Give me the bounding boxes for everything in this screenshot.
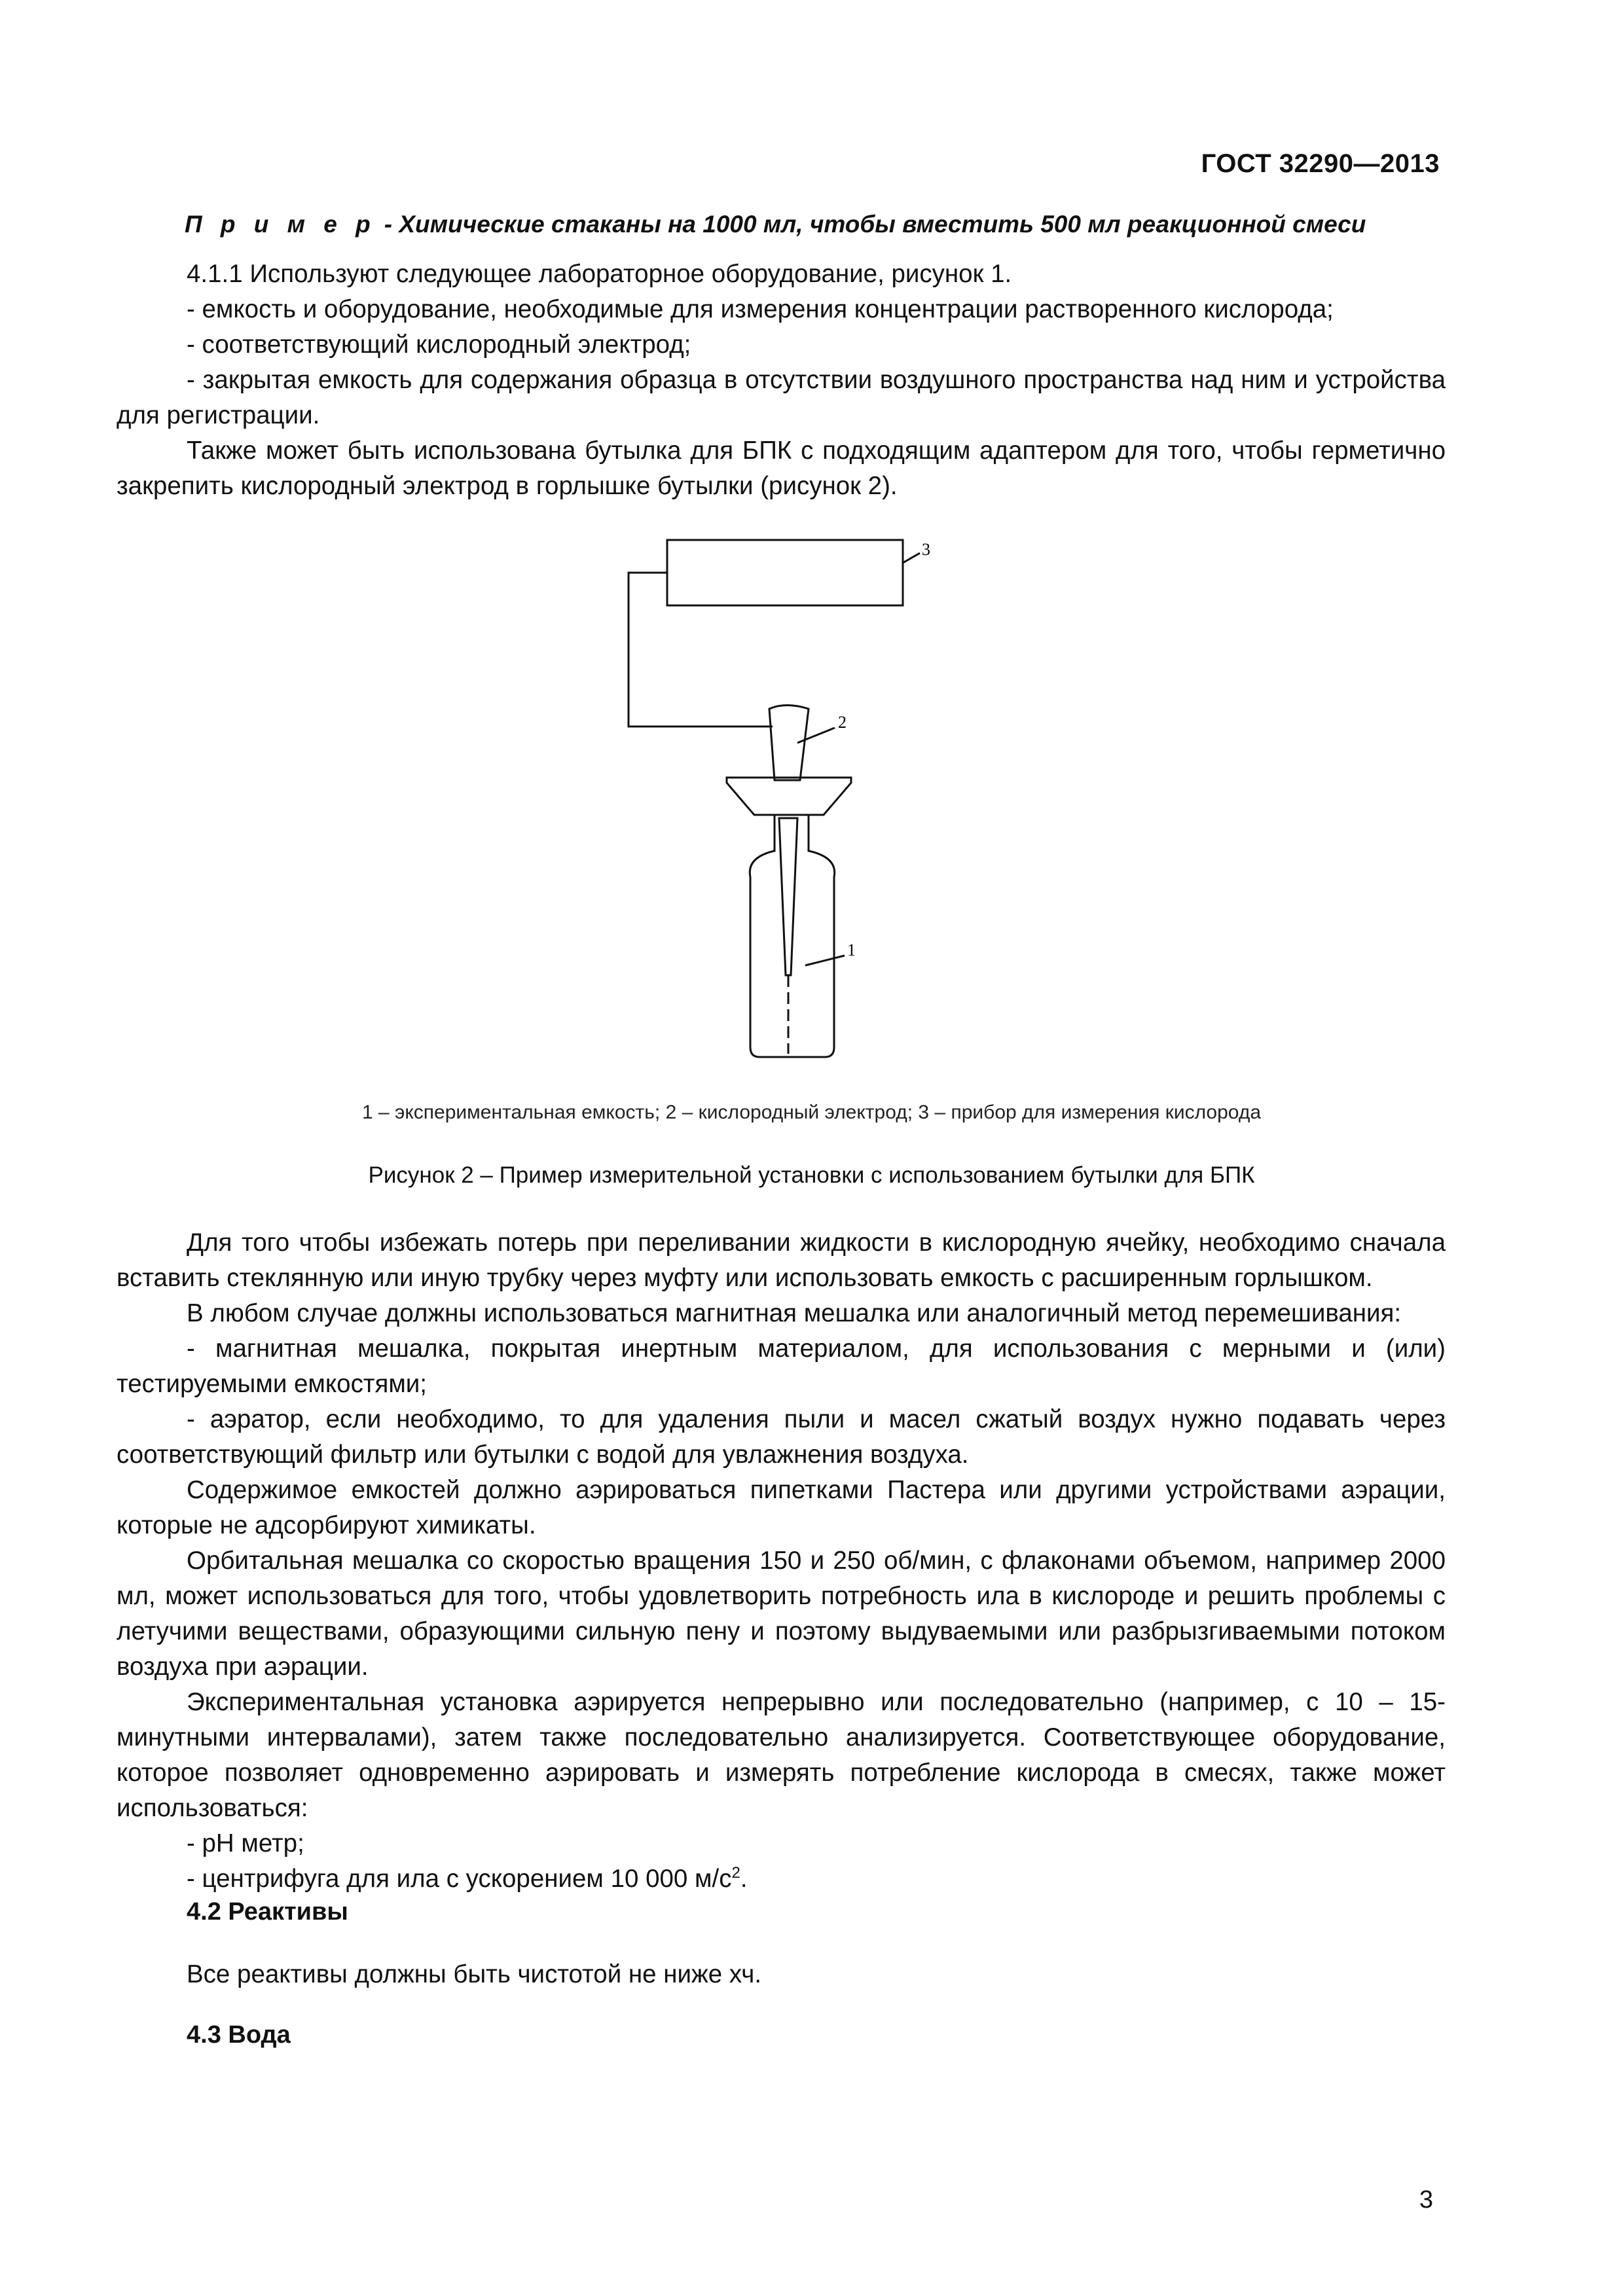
measurement-setup-figure xyxy=(589,524,982,1073)
electrode-body xyxy=(779,818,797,975)
paragraph: Содержимое емкостей должно аэрироваться пипетками Пастера или другими устройствами аэрации, которые не адсорбируют химикаты. xyxy=(117,1476,1446,1539)
figure-caption: Рисунок 2 – Пример измерительной установки с использованием бутылки для БПК xyxy=(368,1162,1255,1188)
leader-3 xyxy=(903,553,920,563)
list-item xyxy=(117,1861,1446,1897)
list-item: - аэратор, если необходимо, то для удаления пыли и масел сжатый воздух нужно подавать через соответствующий фильтр или бутылки с водой для увлажнения воздуха. xyxy=(117,1405,1446,1469)
leader-1 xyxy=(805,956,845,965)
reagents-text: Все реактивы должны быть чистотой не ниже хч. xyxy=(187,1960,762,1988)
document-standard-number: ГОСТ 32290—2013 xyxy=(1201,149,1440,178)
example-label: П р и м е р xyxy=(185,211,376,238)
label-2: 2 xyxy=(838,713,847,732)
figure-legend: 1 – экспериментальная емкость; 2 – кислородный электрод; 3 – прибор для измерения кислорода xyxy=(361,1102,1262,1123)
list-item: - закрытая емкость для содержания образца в отсутствии воздушного пространства над ним и устройства для регистрации. xyxy=(117,366,1446,429)
leader-2 xyxy=(797,728,835,743)
page-number: 3 xyxy=(1419,2186,1433,2214)
example-text: - Химические стаканы на 1000 мл, чтобы вместить 500 мл реакционной смеси xyxy=(384,211,1366,238)
label-1: 1 xyxy=(847,941,856,960)
list-item: - соответствующий кислородный электрод; xyxy=(187,331,691,359)
list-item: - емкость и оборудование, необходимые для измерения концентрации растворенного кислорода; xyxy=(187,295,1334,323)
list-item-text: - центрифуга для ила с ускорением 10 000 м/с xyxy=(187,1865,732,1893)
section-heading-water: 4.3 Вода xyxy=(187,2021,291,2049)
list-item: - pH метр; xyxy=(187,1829,304,1857)
electrode-head xyxy=(769,706,809,781)
paragraph: Экспериментальная установка аэрируется непрерывно или последовательно (например, с 10 – 15-минутными интервалами), затем также последовательно анализируется. Соответствующее оборудование, которое позволяет одновременно аэрировать и измерять потребление кислорода в смесях, также может использоваться: xyxy=(117,1688,1446,1822)
adapter-collar xyxy=(727,778,851,815)
oxygen-meter-box xyxy=(667,540,903,605)
paragraph: Также может быть использована бутылка для БПК с подходящим адаптером для того, чтобы герметично закрепить кислородный электрод в горлышке бутылки (рисунок 2). xyxy=(117,437,1446,500)
paragraph: В любом случае должны использоваться магнитная мешалка или аналогичный метод перемешивания: xyxy=(187,1299,1402,1327)
equipment-section xyxy=(117,257,1446,504)
paragraph: Для того чтобы избежать потерь при переливании жидкости в кислородную ячейку, необходимо сначала вставить стеклянную или иную трубку через муфту или использовать емкость с расширенным горлышком. xyxy=(117,1229,1446,1292)
superscript: 2 xyxy=(731,1864,740,1882)
paragraph: 4.1.1 Используют следующее лабораторное оборудование, рисунок 1. xyxy=(187,260,1012,288)
figure-drawing xyxy=(589,524,982,1073)
label-3: 3 xyxy=(922,540,930,559)
list-item: - магнитная мешалка, покрытая инертным материалом, для использования с мерными и (или) тестируемыми емкостями; xyxy=(117,1335,1446,1398)
procedure-section xyxy=(117,1225,1446,1897)
example-note xyxy=(185,211,1366,238)
section-heading-reagents: 4.2 Реактивы xyxy=(187,1898,348,1926)
list-item-end: . xyxy=(740,1865,748,1893)
paragraph: Орбитальная мешалка со скоростью вращения 150 и 250 об/мин, с флаконами объемом, например 2000 мл, может использоваться для того, чтобы удовлетворить потребность ила в кислороде и решить проблемы с летучими веществами, образующими сильную пену и поэтому выдуваемыми или разбрызгиваемыми потоком воздуха при аэрации. xyxy=(117,1547,1446,1681)
cable-line xyxy=(629,573,773,726)
